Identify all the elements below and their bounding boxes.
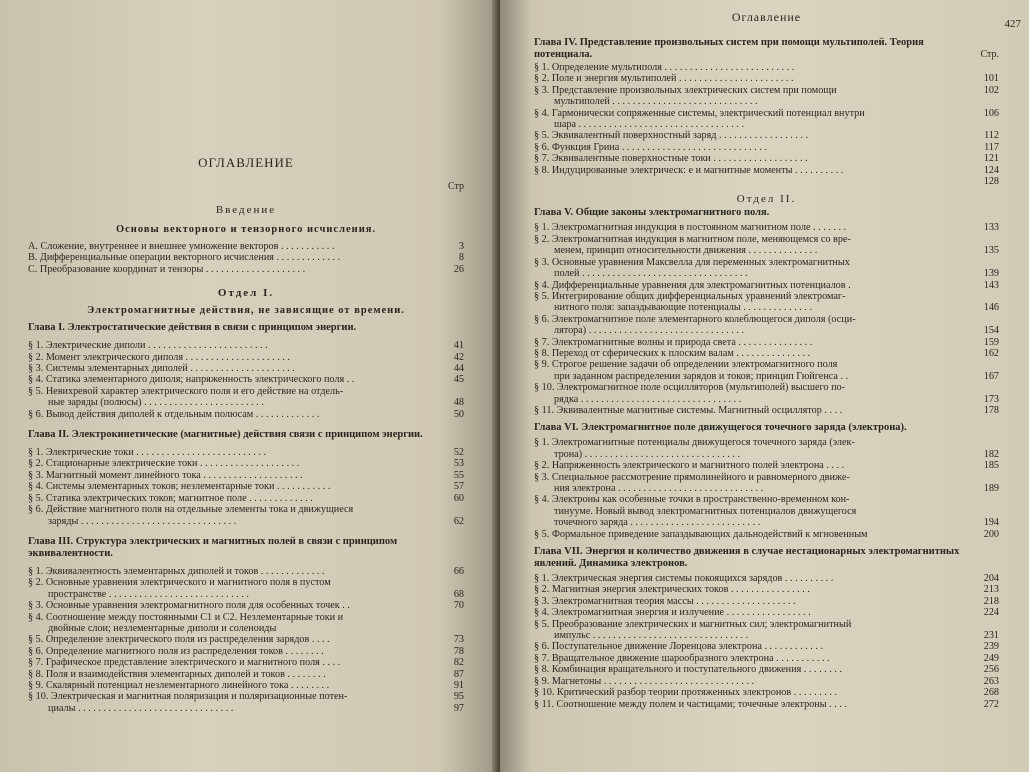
toc-entry-text: § 4. Электроны как особенные точки в пространственно-временном кон-: [534, 494, 850, 506]
toc-entry-text: § 10. Электромагнитное поле осцилляторов (мультиполей) высшего по-: [534, 382, 846, 394]
toc-entry: [534, 460, 999, 471]
chapter-7-list: [534, 573, 999, 710]
toc-entry: [28, 363, 464, 374]
toc-entry-page: 41: [453, 340, 464, 352]
toc-entry-text: циалы . . . . . . . . . . . . . . . . . . . . . . . . . . . . . . .: [48, 702, 234, 714]
toc-entry: [534, 302, 999, 313]
toc-entry-page: 185: [983, 460, 999, 472]
toc-entry-text: тинууме. Новый вывод электромагнитных потенциалов движущегося: [554, 505, 857, 517]
toc-entry-page: 82: [453, 657, 464, 669]
toc-entry-page: 53: [453, 458, 464, 470]
toc-entry-page: 26: [453, 263, 464, 275]
toc-entry-text: рядка . . . . . . . . . . . . . . . . . . . . . . . . . . . . . . . .: [554, 393, 742, 405]
toc-entry: [28, 669, 464, 680]
toc-entry: [28, 516, 464, 527]
toc-entry-text: импульс . . . . . . . . . . . . . . . . . . . . . . . . . . . . . . .: [554, 630, 749, 642]
toc-entry: [534, 85, 999, 96]
toc-entry-page: 182: [983, 448, 999, 460]
toc-entry-text: § 7. Графическое представление электрического и магнитного поля . . . .: [28, 657, 341, 669]
toc-entry-text: § 7. Эквивалентные поверхностные токи . . . . . . . . . . . . . . . . . . .: [534, 153, 808, 165]
toc-entry: [534, 664, 999, 675]
toc-entry-text: менем, принцип относительности движения . . . . . . . . . . . . . .: [554, 245, 818, 257]
toc-entry-text: § 1. Электрические диполи . . . . . . . . . . . . . . . . . . . . . . . .: [28, 340, 268, 352]
toc-entry: [534, 234, 999, 245]
toc-entry: [534, 325, 999, 336]
toc-entry: [28, 352, 464, 363]
toc-entry-page: 194: [983, 517, 999, 529]
toc-entry-page: 66: [453, 565, 464, 577]
toc-entry-page: 263: [983, 675, 999, 687]
chapter-2-title: Глава II. Электрокинетические (магнитные) действия связи с принципом энергии.: [28, 429, 423, 441]
chapter-3-title: Глава III. Структура электрических и магнитных полей в связи с принципом эквивалентности.: [28, 535, 398, 559]
toc-entry-text: § 8. Индуцированные электрическ: е и магнитные моменты . . . . . . . . . .: [534, 164, 844, 176]
chapter-6-list: [534, 437, 999, 540]
section-1-subtitle: Электромагнитные действия, не зависящие от времени.: [87, 305, 405, 317]
toc-entry: [534, 348, 999, 359]
toc-entry: [534, 676, 999, 687]
toc-entry-text: точечного заряда . . . . . . . . . . . . . . . . . . . . . . . . . .: [554, 517, 761, 529]
toc-entry-page: 231: [983, 630, 999, 642]
toc-entry-text: § 1. Определение мультиполя . . . . . . . . . . . . . . . . . . . . . . . . . .: [534, 62, 795, 73]
toc-entry: [534, 222, 999, 233]
toc-entry-text: § 6. Действие магнитного поля на отдельные элементы тока и движущиеся: [28, 504, 354, 516]
chapter-5-title: Глава V. Общие законы электромагнитного поля.: [534, 207, 770, 219]
toc-entry: [534, 653, 999, 664]
toc-entry-page: 272: [983, 698, 999, 710]
toc-entry: [28, 493, 464, 504]
right-page: [500, 0, 1029, 772]
toc-entry: [534, 153, 999, 164]
toc-entry-page: 162: [983, 347, 999, 359]
toc-entry-page: 213: [983, 584, 999, 596]
intro-list: [28, 241, 464, 275]
toc-entry-text: § 1. Электрическая энергия системы покоящихся зарядов . . . . . . . . . .: [534, 573, 834, 585]
toc-entry: [28, 691, 464, 702]
toc-entry: [28, 703, 464, 714]
toc-entry-page: 178: [983, 404, 999, 416]
toc-entry-text: § 5. Невихревой характер электрического поля и его действие на отдель-: [28, 385, 344, 397]
toc-entry: [534, 573, 999, 584]
toc-entry-page: 133: [983, 222, 999, 234]
toc-entry-text: § 4. Соотношение между постоянными C1 и C2. Незлементарные токи и: [28, 611, 344, 623]
toc-entry-page: 224: [983, 607, 999, 619]
toc-entry-text: § 4. Дифференциальные уравнения для электромагнитных потенциалов .: [534, 279, 851, 291]
toc-entry-page: 239: [983, 641, 999, 653]
toc-entry: [28, 264, 464, 275]
toc-entry-text: § 2. Поле и энергия мультиполей . . . . . . . . . . . . . . . . . . . . . . .: [534, 73, 794, 85]
toc-entry-text: § 5. Формальное приведение запаздывающих дальнодействий к мгновенным: [534, 528, 868, 540]
toc-entry-page: 112: [984, 130, 999, 142]
toc-entry-text: § 6. Вывод действия диполей к отдельным полюсам . . . . . . . . . . . . .: [28, 408, 320, 420]
toc-entry-page: 87: [453, 668, 464, 680]
toc-entry: [534, 245, 999, 256]
toc-entry-text: § 1. Электромагнитная индукция в постоянном магнитном поле . . . . . . .: [534, 222, 847, 234]
toc-entry: [28, 470, 464, 481]
toc-entry: [534, 382, 999, 393]
toc-entry-page: 268: [983, 687, 999, 699]
intro-title: Введение: [215, 204, 277, 216]
toc-entry-page: 62: [453, 515, 464, 527]
toc-entry: [534, 280, 999, 291]
toc-entry-page: 52: [453, 447, 464, 459]
toc-entry-page: 117: [984, 141, 999, 153]
toc-entry-text: § 6. Определение магнитного поля из распределения токов . . . . . . . .: [28, 645, 324, 657]
toc-entry-text: ния электрона . . . . . . . . . . . . . . . . . . . . . . . . . . . . .: [554, 483, 764, 494]
chapter-6-title: Глава VI. Электромагнитное поле движущегося точечного заряда (электрона).: [534, 422, 907, 434]
toc-entry: [534, 584, 999, 595]
toc-entry: [28, 458, 464, 469]
toc-entry-text: § 3. Основные уравнения электромагнитного поля для особенных точек . .: [28, 600, 350, 612]
running-head: Оглавление: [731, 10, 802, 24]
toc-entry: [28, 566, 464, 577]
toc-entry: [534, 517, 999, 528]
toc-title: ОГЛАВЛЕНИЕ: [198, 155, 294, 170]
toc-entry: [28, 646, 464, 657]
toc-entry-text: § 8. Переход от сферических к плоским валам . . . . . . . . . . . . . . .: [534, 347, 811, 359]
toc-entry-page: 256: [983, 664, 999, 676]
toc-entry-page: 101: [983, 73, 999, 85]
toc-entry: [534, 119, 999, 130]
toc-entry-page: 128: [983, 176, 999, 188]
toc-entry: [534, 472, 999, 483]
toc-entry-page: 135: [983, 245, 999, 257]
toc-entry-page: 42: [453, 351, 464, 363]
toc-entry-page: 173: [983, 393, 999, 405]
toc-entry: [28, 481, 464, 492]
toc-entry: [534, 96, 999, 107]
chapter-2-list: [28, 447, 464, 527]
toc-entry: [534, 529, 999, 540]
toc-entry: [534, 607, 999, 618]
toc-entry: [28, 252, 464, 263]
toc-entry: [534, 359, 999, 370]
toc-entry-text: § 5. Определение электрического поля из распределения зарядов . . . .: [28, 634, 330, 646]
toc-entry-text: § 3. Основные уравнения Максвелла для переменных электромагнитных: [534, 256, 850, 268]
toc-entry-text: трона) . . . . . . . . . . . . . . . . . . . . . . . . . . . . . . .: [554, 448, 741, 460]
toc-entry-text: пространстве . . . . . . . . . . . . . . . . . . . . . . . . . . . .: [48, 588, 249, 600]
toc-entry: [28, 504, 464, 515]
toc-entry-text: § 2. Электромагнитная индукция в магнитном поле, меняющемся со вре-: [534, 233, 851, 245]
toc-entry-page: 8: [458, 252, 464, 264]
toc-entry-page: 95: [453, 691, 464, 703]
toc-entry-page: 249: [983, 652, 999, 664]
section-2-title: Отдел II.: [736, 193, 797, 206]
left-page: [0, 0, 498, 772]
toc-entry: [534, 130, 999, 141]
toc-entry-text: § 5. Статика электрических токов; магнитное поле . . . . . . . . . . . . .: [28, 492, 313, 504]
toc-entry: [28, 409, 464, 420]
toc-entry-text: двойные слои; незлементарные диполи и соленоиды: [48, 622, 277, 634]
toc-entry-text: A. Сложение, внутреннее и внешнее умножение векторов . . . . . . . . . . .: [28, 241, 335, 252]
toc-entry: [534, 394, 999, 405]
toc-entry: [534, 257, 999, 268]
toc-entry-text: § 10. Электрическая и магнитная поляризация и поляризационные потен-: [28, 691, 348, 703]
toc-entry-text: § 6. Поступательное движение Лоренцова электрона . . . . . . . . . . . .: [534, 641, 824, 653]
toc-entry-page: 167: [983, 370, 999, 382]
toc-entry-text: лятора) . . . . . . . . . . . . . . . . . . . . . . . . . . . . . . .: [554, 325, 745, 337]
toc-entry: [534, 699, 999, 710]
toc-entry: [28, 600, 464, 611]
toc-entry-text: ные заряды (полюсы) . . . . . . . . . . . . . . . . . . . . . . . .: [48, 397, 264, 409]
toc-entry: [534, 494, 999, 505]
intro-subtitle: Основы векторного и тензорного исчисления.: [115, 224, 377, 235]
toc-entry-page: 97: [453, 702, 464, 714]
toc-entry-page: 154: [983, 325, 999, 337]
chapter-5-list: [534, 222, 999, 416]
toc-entry-text: B. Дифференциальные операции векторного исчисления . . . . . . . . . . . . .: [28, 252, 341, 264]
toc-entry-page: 55: [453, 469, 464, 481]
toc-entry-text: C. Преобразование координат и тензоры . . . . . . . . . . . . . . . . . . . .: [28, 263, 306, 275]
toc-entry: [534, 268, 999, 279]
toc-entry: [28, 612, 464, 623]
toc-entry-page: 143: [983, 279, 999, 291]
toc-entry-page: 3: [458, 241, 464, 252]
toc-entry-text: § 5. Преобразование электрических и магнитных сил; электромагнитный: [534, 618, 852, 630]
toc-entry: [28, 577, 464, 588]
toc-entry-text: § 4. Гармонически сопряженные системы, электрический потенциал внутри: [534, 107, 865, 119]
toc-entry: [534, 630, 999, 641]
toc-entry-page: 73: [453, 634, 464, 646]
toc-entry-page: 91: [453, 679, 464, 691]
toc-entry-text: § 3. Специальное рассмотрение прямолинейного и равномерного движе-: [534, 471, 850, 483]
toc-entry: [534, 176, 999, 187]
toc-entry-text: § 11. Эквивалентные магнитные системы. Магнитный осциллятор . . . .: [534, 404, 843, 416]
toc-entry: [28, 589, 464, 600]
toc-entry-text: § 4. Статика элементарного диполя; напряженность электрического поля . .: [28, 374, 355, 386]
toc-entry: [534, 641, 999, 652]
toc-entry: [28, 241, 464, 252]
toc-entry-page: 50: [453, 408, 464, 420]
toc-entry: [534, 165, 999, 176]
toc-entry-text: § 5. Эквивалентный поверхностный заряд . . . . . . . . . . . . . . . . . .: [534, 130, 809, 142]
toc-entry-text: § 4. Электромагнитная энергия и излучение . . . . . . . . . . . . . . . . .: [534, 607, 811, 619]
toc-entry: [534, 108, 999, 119]
toc-entry: [534, 337, 999, 348]
toc-entry: [28, 397, 464, 408]
toc-entry-page: 124: [983, 164, 999, 176]
toc-entry-text: § 3. Магнитный момент линейного тока . . . . . . . . . . . . . . . . . . . .: [28, 469, 303, 481]
toc-entry: [28, 374, 464, 385]
toc-entry-page: 139: [983, 268, 999, 280]
toc-entry: [534, 62, 999, 73]
toc-entry: [534, 405, 999, 416]
chapter-4-title: Глава IV. Представление произвольных систем при помощи мультиполей. Теория потенциала.: [534, 37, 924, 60]
toc-entry-text: § 2. Напряженность электрического и магнитного полей электрона . . . .: [534, 460, 845, 472]
toc-entry-text: § 7. Вращательное движение шарообразного электрона . . . . . . . . . . .: [534, 652, 830, 664]
page-number: 427: [1004, 18, 1021, 30]
toc-entry-page: 45: [453, 374, 464, 386]
toc-entry-text: нитного поля: запаздывающие потенциалы . . . . . . . . . . . . . .: [554, 302, 813, 314]
chapter-1-list: [28, 340, 464, 420]
section-1-title: Отдел I.: [217, 287, 275, 300]
toc-entry: [28, 657, 464, 668]
toc-entry-text: при заданном распределении зарядов и токов; принцип Гюйгенса . .: [554, 370, 849, 382]
toc-entry-text: § 9. Строгое решение задачи об определении электромагнитного поля: [534, 359, 838, 371]
toc-entry-text: § 2. Стационарные электрические токи . . . . . . . . . . . . . . . . . . . .: [28, 458, 300, 470]
toc-entry-text: § 2. Магнитная энергия электрических токов . . . . . . . . . . . . . . . .: [534, 584, 810, 596]
toc-entry-page: 102: [983, 84, 999, 96]
toc-entry-page: 204: [983, 573, 999, 585]
toc-entry-page: 70: [453, 600, 464, 612]
toc-entry: [534, 291, 999, 302]
toc-entry: [534, 314, 999, 325]
toc-entry-text: § 6. Электромагнитное поле элементарного колеблющегося диполя (осци-: [534, 313, 856, 325]
toc-entry-page: 48: [453, 397, 464, 409]
toc-entry-text: § 2. Момент электрического диполя . . . . . . . . . . . . . . . . . . . . .: [28, 351, 290, 363]
toc-entry-text: § 1. Электрические токи . . . . . . . . . . . . . . . . . . . . . . . . . .: [28, 447, 267, 459]
toc-entry-text: § 1. Эквивалентность элементарных диполей и токов . . . . . . . . . . . . .: [28, 565, 325, 577]
toc-entry-text: шара . . . . . . . . . . . . . . . . . . . . . . . . . . . . . . . . .: [554, 119, 745, 131]
toc-entry-text: § 10. Критический разбор теории протяженных электронов . . . . . . . . .: [534, 687, 838, 699]
toc-entry: [534, 437, 999, 448]
toc-entry-page: 68: [453, 588, 464, 600]
toc-entry-page: 146: [983, 302, 999, 314]
toc-entry-text: § 3. Представление произвольных электрических систем при помощи: [534, 84, 837, 96]
toc-entry-text: § 4. Системы элементарных токов; незлементарные токи . . . . . . . . . . .: [28, 481, 331, 493]
toc-entry: [534, 73, 999, 84]
toc-entry: [534, 596, 999, 607]
toc-entry-text: § 7. Электромагнитные волны и природа света . . . . . . . . . . . . . . .: [534, 336, 813, 348]
toc-entry-text: полей . . . . . . . . . . . . . . . . . . . . . . . . . . . . . . . . .: [554, 268, 748, 280]
toc-entry: [534, 506, 999, 517]
toc-entry: [28, 634, 464, 645]
chapter-3-list: [28, 566, 464, 714]
toc-entry-text: § 1. Электромагнитные потенциалы движущегося точечного заряда (элек-: [534, 437, 855, 449]
toc-entry-page: 60: [453, 492, 464, 504]
toc-entry-page: 218: [983, 595, 999, 607]
chapter-7-title: Глава VII. Энергия и количество движения в случае нестационарных электромагнитных явлений. Динамика электронов.: [534, 546, 960, 570]
toc-entry-text: § 6. Функция Грина . . . . . . . . . . . . . . . . . . . . . . . . . . . . .: [534, 141, 767, 153]
toc-entry: [28, 386, 464, 397]
toc-entry: [534, 371, 999, 382]
toc-entry-page: 78: [453, 645, 464, 657]
toc-entry: [534, 483, 999, 494]
toc-entry-page: 57: [453, 481, 464, 493]
chapter-4-list: [534, 62, 999, 187]
toc-entry-text: § 8. Комбинация вращательного и поступательного движения . . . . . . . .: [534, 664, 843, 676]
toc-entry: [534, 619, 999, 630]
toc-entry: [28, 623, 464, 634]
toc-entry-page: 44: [453, 363, 464, 375]
toc-entry: [28, 447, 464, 458]
toc-entry-page: 189: [983, 483, 999, 494]
toc-entry-text: § 2. Основные уравнения электрического и магнитного поля в пустом: [28, 577, 331, 589]
toc-entry-text: § 9. Скалярный потенциал незлементарного линейного тока . . . . . . . .: [28, 679, 330, 691]
toc-entry-text: § 9. Магнетоны . . . . . . . . . . . . . . . . . . . . . . . . . . . . . .: [534, 675, 755, 687]
toc-entry-page: 159: [983, 336, 999, 348]
toc-entry: [534, 687, 999, 698]
toc-entry-text: § 8. Поля и взаимодействия элементарных диполей и токов . . . . . . . .: [28, 668, 326, 680]
toc-entry-page: 200: [983, 528, 999, 540]
toc-entry: [534, 142, 999, 153]
toc-entry: [28, 680, 464, 691]
toc-entry-text: § 3. Электромагнитная теория массы . . . . . . . . . . . . . . . . . . . .: [534, 595, 796, 607]
toc-entry: [534, 449, 999, 460]
toc-entry-page: 106: [983, 107, 999, 119]
toc-entry-text: § 3. Системы элементарных диполей . . . . . . . . . . . . . . . . . . . . .: [28, 363, 295, 375]
toc-entry-text: § 11. Соотношение между полем и частицами; точечные электроны . . . .: [534, 698, 847, 710]
toc-entry: [28, 340, 464, 351]
page-column-header-right: Стр.: [980, 49, 999, 60]
page-column-header: Стр: [447, 181, 464, 192]
toc-entry-text: заряды . . . . . . . . . . . . . . . . . . . . . . . . . . . . . . .: [48, 515, 237, 527]
chapter-1-title: Глава I. Электростатические действия в связи с принципом энергии.: [28, 322, 357, 334]
toc-entry-text: мультиполей . . . . . . . . . . . . . . . . . . . . . . . . . . . . .: [554, 96, 758, 108]
toc-entry-text: § 5. Интегрирование общих дифференциальных уравнений электромаг-: [534, 290, 846, 302]
toc-entry-page: 121: [983, 153, 999, 165]
